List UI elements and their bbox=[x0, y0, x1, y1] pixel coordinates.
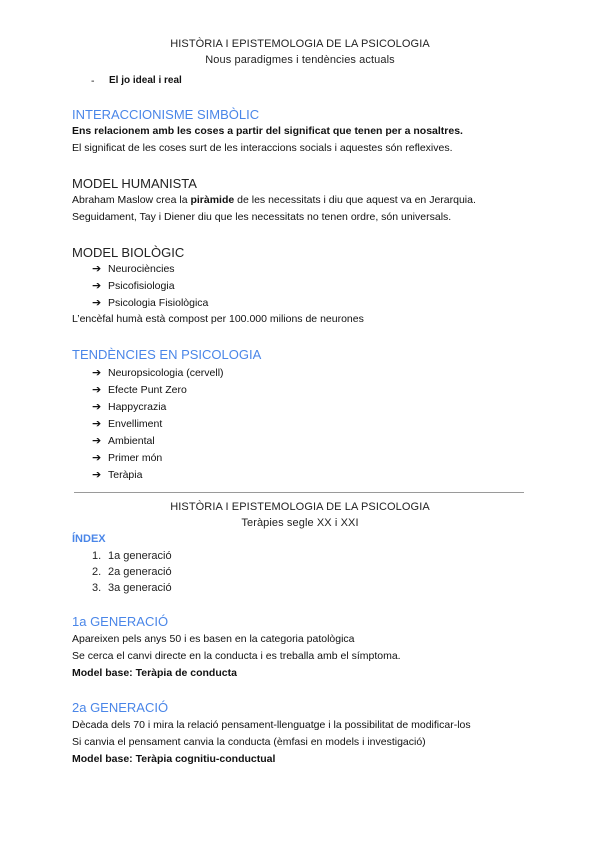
list-item bbox=[92, 296, 208, 309]
page-subtitle: Teràpies segle XX i XXI bbox=[241, 517, 359, 529]
arrow-icon: ➔ bbox=[92, 469, 102, 481]
list-item bbox=[92, 279, 175, 292]
list-item-label: Ambiental bbox=[108, 435, 155, 447]
list-item-label: Psicofisiologia bbox=[108, 280, 175, 292]
list-item bbox=[92, 366, 224, 379]
section-heading-interaccionisme: INTERACCIONISME SIMBÒLIC bbox=[72, 107, 260, 122]
index-label: 3a generació bbox=[108, 582, 172, 594]
index-label: 2a generació bbox=[108, 566, 172, 578]
index-item bbox=[92, 550, 172, 562]
interaccionisme-line-1: Ens relacionem amb les coses a partir del significat que tenen per a nosaltres. bbox=[72, 125, 463, 137]
humanista-line-2: Seguidament, Tay i Diener diu que les necessitats no tenen ordre, són universals. bbox=[72, 211, 452, 223]
arrow-icon: ➔ bbox=[92, 401, 102, 413]
dash-item: El jo ideal i real bbox=[109, 75, 182, 86]
page-title: HISTÒRIA I EPISTEMOLOGIA DE LA PSICOLOGIA bbox=[170, 38, 430, 50]
index-number: 2. bbox=[92, 566, 102, 578]
list-item-label: Happycrazia bbox=[108, 401, 167, 413]
list-item bbox=[92, 400, 166, 413]
gen2-line-1: Dècada dels 70 i mira la relació pensament-llenguatge i la possibilitat de modificar-los bbox=[72, 719, 471, 731]
section-heading-tendencies: TENDÈNCIES EN PSICOLOGIA bbox=[72, 347, 262, 362]
arrow-icon: ➔ bbox=[92, 418, 102, 430]
humanista-line-1-part-a: Abraham Maslow crea la bbox=[72, 194, 191, 206]
gen2-model: Model base: Teràpia cognitiu-conductual bbox=[72, 753, 276, 765]
arrow-icon: ➔ bbox=[92, 263, 102, 275]
list-item-label: Teràpia bbox=[108, 469, 143, 481]
list-item-label: Psicologia Fisiològica bbox=[108, 297, 209, 309]
arrow-icon: ➔ bbox=[92, 384, 102, 396]
arrow-icon: ➔ bbox=[92, 452, 102, 464]
gen1-line-2: Se cerca el canvi directe en la conducta i es treballa amb el símptoma. bbox=[72, 650, 401, 662]
index-label: 1a generació bbox=[108, 550, 172, 562]
index-title: ÍNDEX bbox=[72, 533, 106, 545]
list-item-label: Primer món bbox=[108, 452, 163, 464]
index-number: 1. bbox=[92, 550, 102, 562]
arrow-icon: ➔ bbox=[92, 297, 102, 309]
list-item bbox=[92, 468, 142, 481]
section-heading-gen2: 2a GENERACIÓ bbox=[72, 700, 169, 715]
index-item bbox=[92, 566, 172, 578]
page-divider bbox=[74, 492, 524, 493]
list-item bbox=[92, 262, 175, 275]
arrow-icon: ➔ bbox=[92, 367, 102, 379]
humanista-line-1 bbox=[72, 194, 476, 206]
arrow-icon: ➔ bbox=[92, 280, 102, 292]
list-item bbox=[92, 451, 162, 464]
interaccionisme-line-2: El significat de les coses surt de les interaccions socials i aquestes són reflexives. bbox=[72, 142, 453, 154]
list-item-label: Efecte Punt Zero bbox=[108, 384, 187, 396]
section-heading-biologic: MODEL BIOLÒGIC bbox=[72, 245, 185, 260]
list-item-label: Envelliment bbox=[108, 418, 163, 430]
index-number: 3. bbox=[92, 582, 102, 594]
list-item-label: Neuropsicologia (cervell) bbox=[108, 367, 224, 379]
arrow-icon: ➔ bbox=[92, 435, 102, 447]
list-item bbox=[92, 383, 187, 396]
page-subtitle: Nous paradigmes i tendències actuals bbox=[205, 54, 395, 66]
index-item bbox=[92, 582, 172, 594]
humanista-line-1-part-c: de les necessitats i diu que aquest va en Jerarquia. bbox=[234, 194, 476, 206]
gen1-model: Model base: Teràpia de conducta bbox=[72, 667, 237, 679]
list-item-label: Neurociències bbox=[108, 263, 175, 275]
gen1-line-1: Apareixen pels anys 50 i es basen en la categoria patològica bbox=[72, 633, 355, 645]
dash-bullet-icon: - bbox=[91, 75, 95, 87]
page-title: HISTÒRIA I EPISTEMOLOGIA DE LA PSICOLOGIA bbox=[170, 501, 430, 513]
list-item bbox=[92, 417, 162, 430]
list-item bbox=[92, 434, 155, 447]
humanista-keyword: piràmide bbox=[190, 194, 235, 206]
biologic-note: L’encèfal humà està compost per 100.000 milions de neurones bbox=[72, 313, 364, 325]
section-heading-gen1: 1a GENERACIÓ bbox=[72, 614, 169, 629]
section-heading-humanista: MODEL HUMANISTA bbox=[72, 176, 197, 191]
gen2-line-2: Si canvia el pensament canvia la conducta (èmfasi en models i investigació) bbox=[72, 736, 426, 748]
